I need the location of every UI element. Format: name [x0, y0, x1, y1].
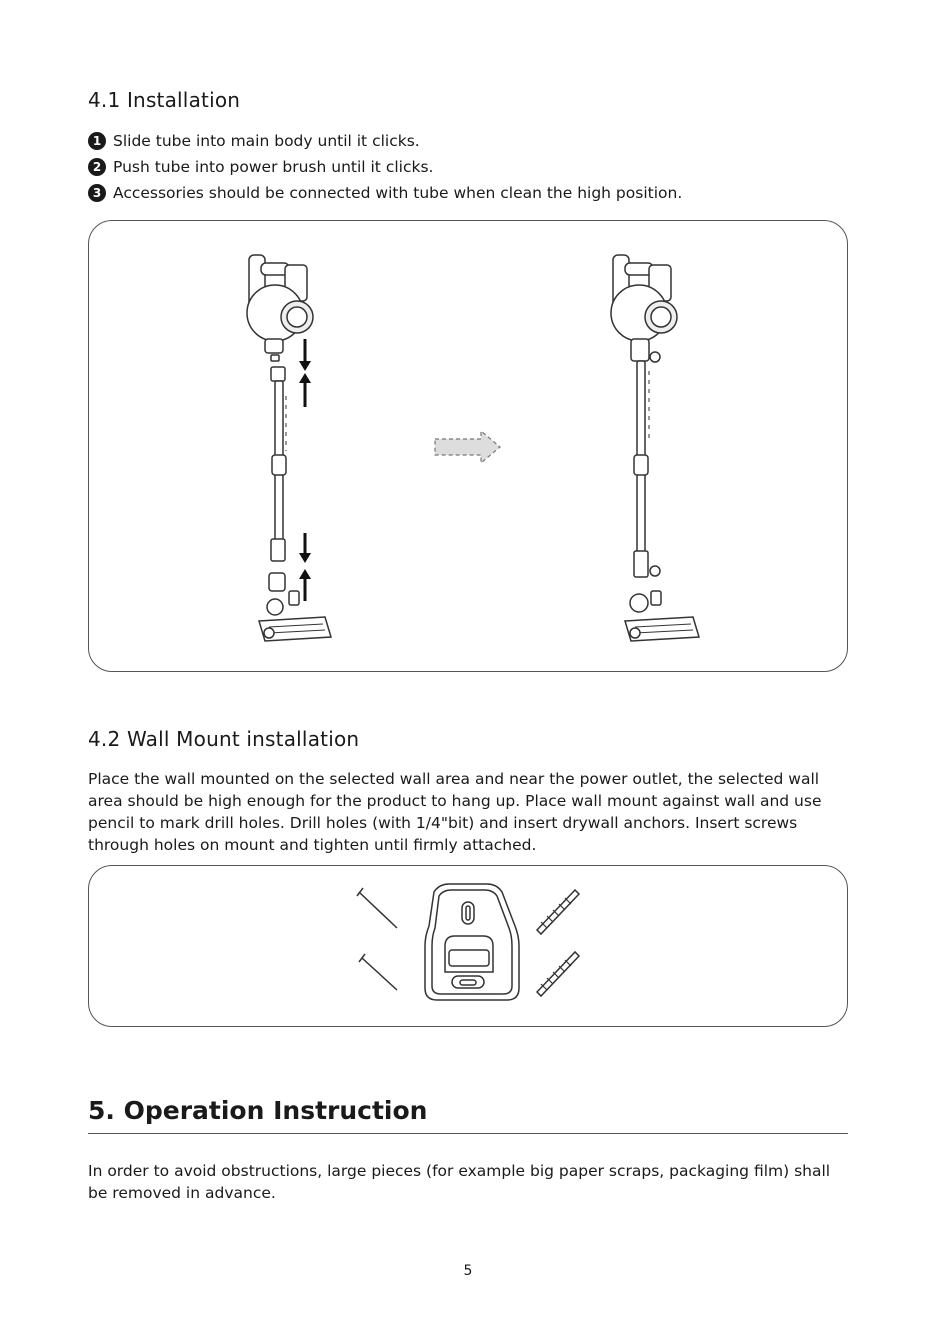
step-number-1: 1	[88, 132, 106, 150]
page-number: 5	[463, 1263, 473, 1279]
section-4-2-title: 4.2 Wall Mount installation	[88, 727, 360, 751]
wall-mount-illustration-panel	[88, 865, 848, 1027]
vacuum-assembled-icon	[611, 255, 699, 641]
step-1-text: Slide tube into main body until it clicks.	[113, 132, 420, 150]
section-4-1-title: 4.1 Installation	[88, 88, 241, 112]
section-divider	[88, 1133, 848, 1134]
step-number-3: 3	[88, 184, 106, 202]
dashed-arrow-right-icon	[435, 431, 500, 463]
step-number-2: 2	[88, 158, 106, 176]
screw-icon	[357, 888, 397, 990]
step-3	[88, 184, 682, 202]
step-3-text: Accessories should be connected with tube when clean the high position.	[113, 184, 683, 202]
step-2	[88, 158, 433, 176]
vacuum-disassembled-icon	[247, 255, 331, 641]
operation-paragraph: In order to avoid obstructions, large pieces (for example big paper scraps, packaging film) shall be removed in advance.	[88, 1162, 831, 1202]
step-2-text: Push tube into power brush until it clicks.	[113, 158, 434, 176]
installation-illustration-panel	[88, 220, 848, 672]
section-5-title: 5. Operation Instruction	[88, 1096, 428, 1125]
wall-mount-paragraph: Place the wall mounted on the selected wall area and near the power outlet, the selected wall area should be high enough for the product to hang up. Place wall mount against wall and use pencil to mark drill holes. Drill holes (with 1/4"bit) and insert drywall anchors. Insert screws through holes on mount and tighten until firmly attached.	[88, 770, 822, 854]
step-1	[88, 132, 420, 150]
wall-mount-illustration	[89, 866, 849, 1028]
drywall-anchor-icon	[537, 890, 579, 996]
installation-illustration	[89, 221, 849, 673]
wall-mount-icon	[425, 884, 519, 1000]
